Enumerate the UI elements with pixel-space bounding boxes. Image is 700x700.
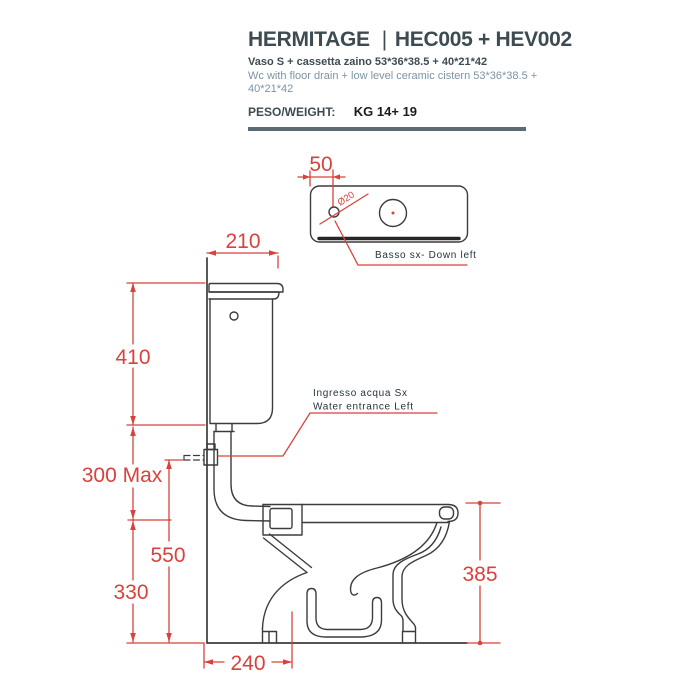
inlet-note-leader [218,413,437,456]
description-english: Wc with floor drain + low level ceramic cistern 53*36*38.5 + 40*21*42 [248,70,538,96]
left-foot-notch [263,628,277,643]
water-valve-body [204,450,218,466]
right-foot-notch [403,628,416,643]
description-italian: Vaso S + cassetta zaino 53*36*38.5 + 40*21*42 [248,56,488,68]
dim-cistern-depth-label: 210 [225,230,261,253]
model-code: HEC005 + HEV002 [394,28,572,51]
dimension-annotations [82,230,500,675]
bowl-inner-surface [351,523,438,596]
dim-valve-height-label: 550 [150,544,186,567]
dim-550-arrow-bottom [166,633,172,642]
weight-value: KG 14+ 19 [353,104,418,120]
dim-330-arrow-top [130,521,136,530]
dim-385-dot-top [478,501,483,506]
brand-name: HERMITAGE [248,28,370,51]
bowl-inner-right-channel [393,527,441,632]
cistern-side-view [184,284,283,522]
side-view-structure [207,258,467,643]
cistern-top-outline [311,186,468,242]
pedestal-shoulder [264,534,312,573]
dim-550-arrow-top [166,460,172,469]
dim-240-arrow-right [283,659,292,665]
dim-cistern-height-label: 410 [115,346,151,369]
dim-inlet-offset-label: 50 [309,153,333,176]
dim-50-arrow-right [333,174,340,180]
dim-inlet-max-label: 300 Max [81,464,163,487]
dim-drain-distance-label: 240 [230,652,266,675]
dim-385-dot-bottom [478,641,483,646]
dim-410-arrow-bottom [130,416,136,425]
dim-210-arrow-left [207,250,216,256]
pedestal-left-arc [263,573,308,629]
cistern-lid-trim [209,292,279,299]
dim-300-arrow-top [130,427,136,436]
inlet-note-italian: Ingresso acqua Sx [313,388,408,399]
dim-bowl-height-label: 385 [462,563,498,586]
cistern-side-hole [230,312,238,320]
bowl-outer-right [402,522,450,629]
flush-pipe-connector [214,424,234,432]
weight-label: PESO/WEIGHT: [248,105,336,120]
dim-300-arrow-bottom [130,510,136,519]
dim-410-arrow-top [130,283,136,292]
flush-pipe-inner [231,432,270,507]
top-view-note-label: Basso sx- Down left [375,250,477,261]
dim-lower-section-label: 330 [113,581,149,604]
dim-330-arrow-bottom [130,633,136,642]
flush-pipe-outer [214,432,270,522]
cistern-body-outline [210,299,273,424]
cistern-lid-top [209,284,283,293]
rim-bullnose-inner [440,507,454,519]
title-divider: | [381,28,387,51]
flush-button-center-mark [392,212,395,215]
water-supply-stub [184,456,204,461]
trap-channel [307,589,382,638]
inlet-note-english: Water entrance Left [313,401,414,413]
dim-240-arrow-left [204,659,213,665]
dim-210-arrow-right [269,250,278,256]
cistern-top-view [298,153,477,265]
spud-socket [270,509,292,529]
hole-diameter-label: Ø20 [335,189,357,209]
